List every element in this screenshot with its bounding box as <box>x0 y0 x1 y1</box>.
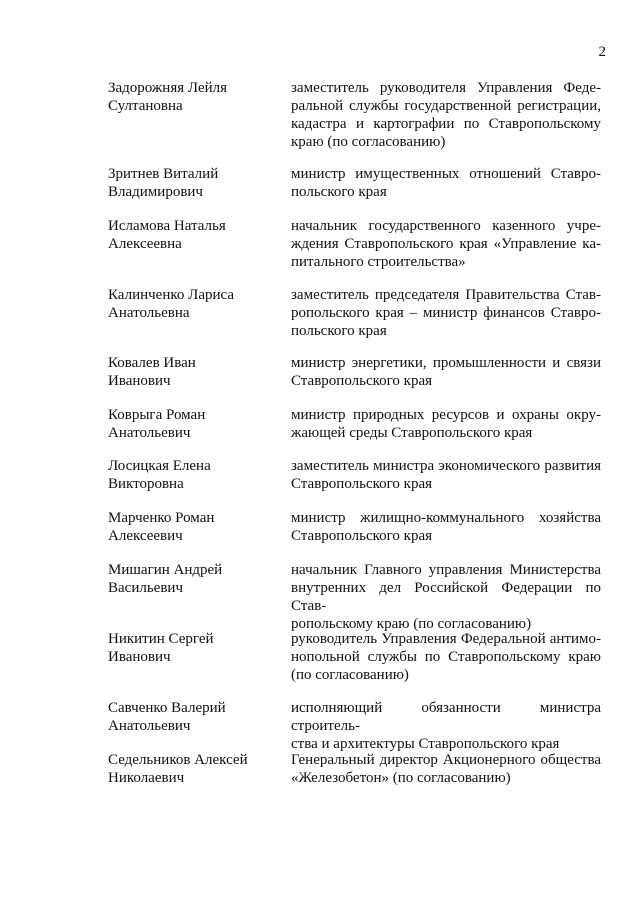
member-position-line: ждения Ставропольского края «Управление ка- <box>291 236 601 252</box>
member-position-line: ропольскому краю (по согласованию) <box>291 616 532 632</box>
member-position <box>291 509 601 545</box>
member-position-line: заместитель министра экономического развития <box>291 458 601 474</box>
member-name <box>108 457 273 493</box>
member-name-line: Коврыга Роман <box>108 407 206 423</box>
member-position <box>291 561 601 633</box>
member-name-line: Анатольевна <box>108 305 190 321</box>
member-position-line: министр имущественных отношений Ставро- <box>291 166 601 182</box>
member-name <box>108 217 273 253</box>
member-position-line: краю (по согласованию) <box>291 134 446 150</box>
member-position <box>291 457 601 493</box>
member-position <box>291 79 601 151</box>
member-position-line: руководитель Управления Федеральной антимо- <box>291 631 601 647</box>
member-name <box>108 630 273 666</box>
member-position-line: Ставропольского края <box>291 476 432 492</box>
member-position-line: начальник государственного казенного учре- <box>291 218 601 234</box>
member-position-line: питального строительства» <box>291 254 466 270</box>
member-name-line: Алексеевна <box>108 236 182 252</box>
member-position-line: ства и архитектуры Ставропольского края <box>291 736 560 752</box>
member-name <box>108 165 273 201</box>
member-position-line: жающей среды Ставропольского края <box>291 425 533 441</box>
member-name-line: Мишагин Андрей <box>108 562 223 578</box>
member-position-line: «Железобетон» (по согласованию) <box>291 770 511 786</box>
member-name-line: Зритнев Виталий <box>108 166 219 182</box>
member-position-line: заместитель руководителя Управления Феде- <box>291 80 601 96</box>
member-position <box>291 699 601 753</box>
member-position-line: ропольского края – министр финансов Ставро- <box>291 305 601 321</box>
member-name-line: Марченко Роман <box>108 510 215 526</box>
member-name-line: Иванович <box>108 649 171 665</box>
member-name-line: Иванович <box>108 373 171 389</box>
member-position-line: внутренних дел Российской Федерации по Став- <box>291 580 601 614</box>
member-position <box>291 630 601 684</box>
member-name-line: Владимирович <box>108 184 203 200</box>
member-position-line: нопольной службы по Ставропольскому краю <box>291 649 601 665</box>
member-position-line: министр энергетики, промышленности и связи <box>291 355 601 371</box>
member-name-line: Анатольевич <box>108 425 191 441</box>
member-position-line: Ставропольского края <box>291 373 432 389</box>
member-position <box>291 165 601 201</box>
member-position-line: кадастра и картографии по Ставропольскому <box>291 116 601 132</box>
member-name-line: Седельников Алексей <box>108 752 248 768</box>
member-position-line: заместитель председателя Правительства Став- <box>291 287 601 303</box>
member-name-line: Исламова Наталья <box>108 218 226 234</box>
member-position <box>291 751 601 787</box>
member-name <box>108 561 273 597</box>
member-name-line: Никитин Сергей <box>108 631 214 647</box>
member-position-line: польского края <box>291 323 387 339</box>
member-position <box>291 354 601 390</box>
member-name-line: Лосицкая Елена <box>108 458 211 474</box>
member-position-line: польского края <box>291 184 387 200</box>
member-name <box>108 354 273 390</box>
member-name <box>108 509 273 545</box>
member-position-line: Генеральный директор Акционерного общества <box>291 752 601 768</box>
member-position-line: исполняющий обязанности министра строитель- <box>291 700 601 734</box>
member-position <box>291 406 601 442</box>
member-name <box>108 699 273 735</box>
member-name-line: Алексеевич <box>108 528 183 544</box>
member-name-line: Николаевич <box>108 770 185 786</box>
member-name-line: Васильевич <box>108 580 183 596</box>
member-position-line: (по согласованию) <box>291 667 409 683</box>
member-position-line: начальник Главного управления Министерства <box>291 562 601 578</box>
member-name <box>108 79 273 115</box>
member-position <box>291 286 601 340</box>
page-number: 2 <box>598 44 606 60</box>
member-position <box>291 217 601 271</box>
member-name-line: Анатольевич <box>108 718 191 734</box>
member-position-line: Ставропольского края <box>291 528 432 544</box>
member-name <box>108 406 273 442</box>
member-position-line: ральной службы государственной регистрации, <box>291 98 601 114</box>
member-name-line: Ковалев Иван <box>108 355 196 371</box>
member-name-line: Савченко Валерий <box>108 700 226 716</box>
member-name <box>108 751 273 787</box>
member-position-line: министр природных ресурсов и охраны окру- <box>291 407 601 423</box>
member-position-line: министр жилищно-коммунального хозяйства <box>291 510 601 526</box>
member-name <box>108 286 273 322</box>
member-name-line: Викторовна <box>108 476 184 492</box>
member-name-line: Султановна <box>108 98 183 114</box>
member-name-line: Калинченко Лариса <box>108 287 234 303</box>
member-name-line: Задорожняя Лейля <box>108 80 228 96</box>
